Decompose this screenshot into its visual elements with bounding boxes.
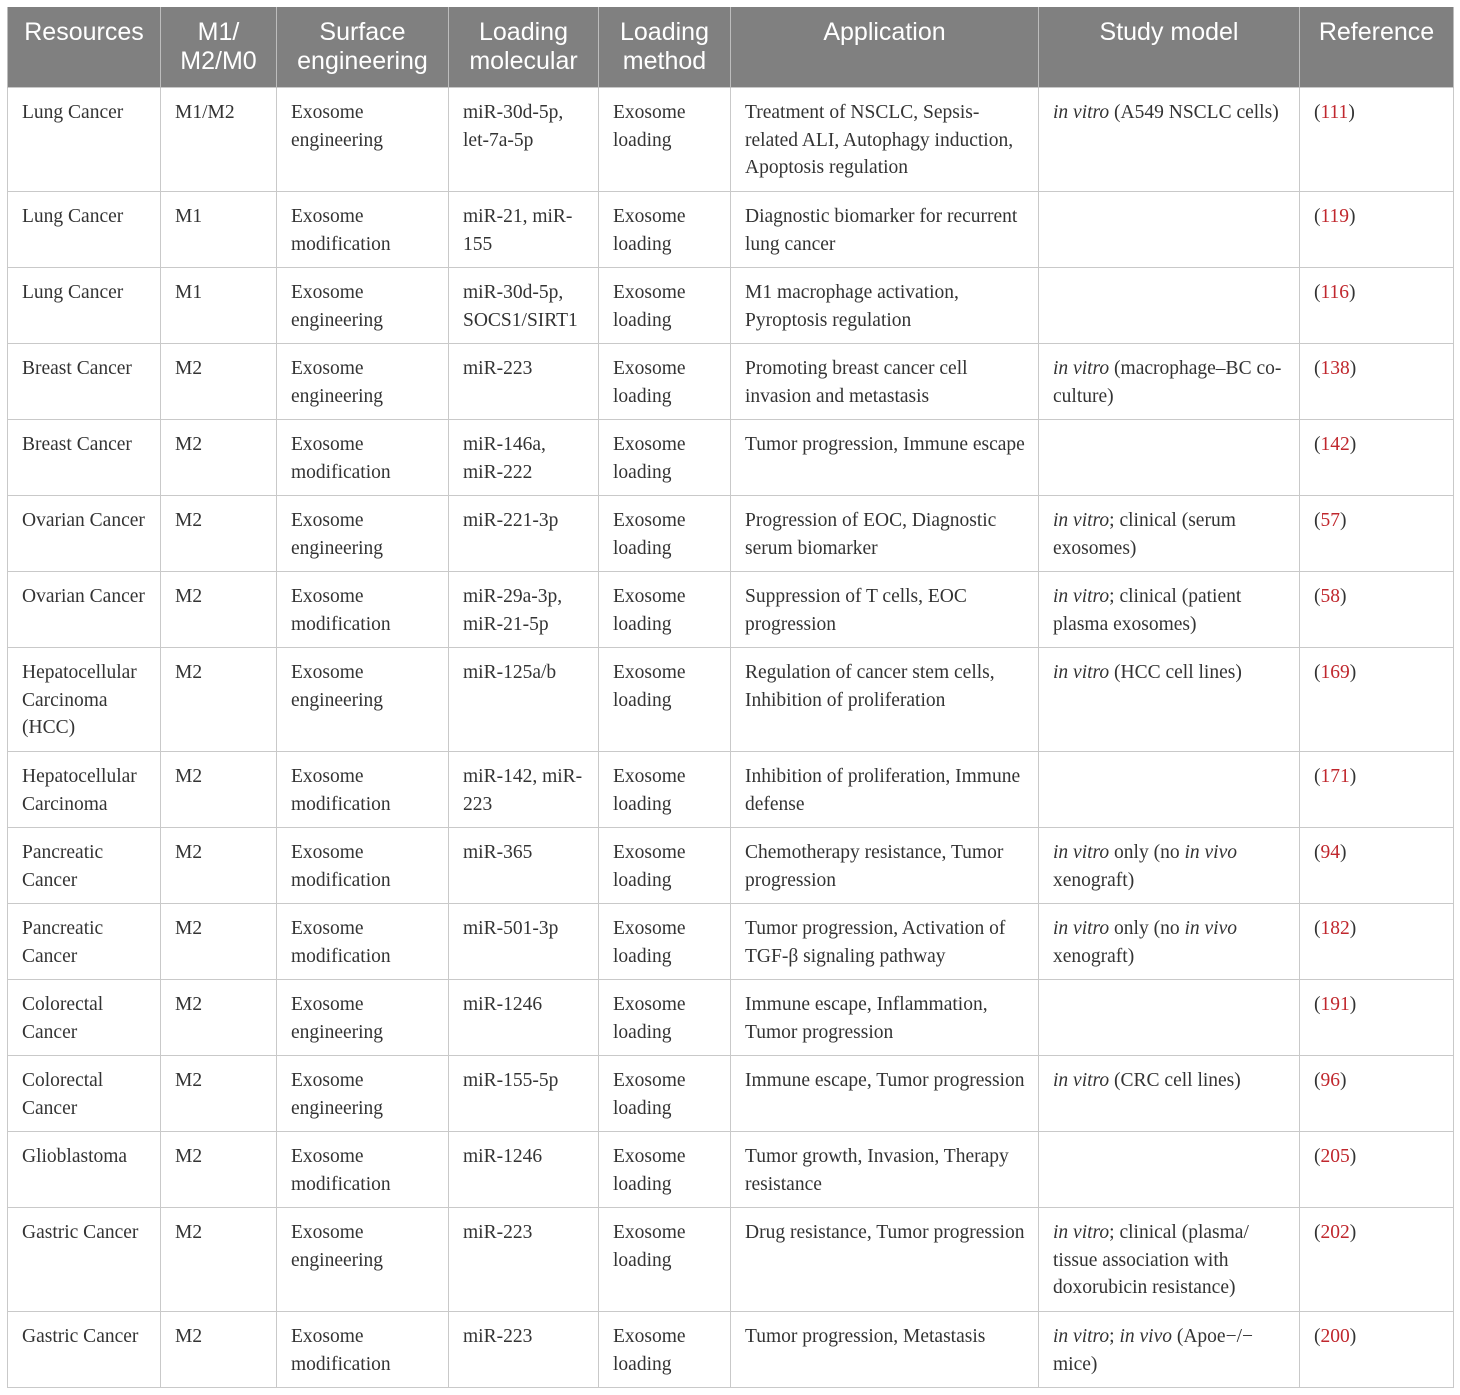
cell-macrophage-type: M2 <box>161 648 277 752</box>
cell-application: Chemotherapy resistance, Tumor progression <box>731 828 1039 904</box>
cell-loading-method: Exosome loading <box>599 1312 731 1388</box>
header-reference: Reference <box>1300 7 1454 88</box>
cell-loading-molecular: miR-30d-5p, let-7a-5p <box>449 88 599 192</box>
table-row <box>8 1132 1454 1208</box>
cell-loading-method: Exosome loading <box>599 268 731 344</box>
cell-resources: Breast Cancer <box>8 420 161 496</box>
study-model-italic-text: in vitro <box>1053 1070 1110 1091</box>
table-row <box>8 344 1454 420</box>
cell-resources: Hepatocellular Carcinoma (HCC) <box>8 648 161 752</box>
study-model-text: (macrophage–BC co-culture) <box>1053 358 1282 407</box>
reference-link[interactable]: 111 <box>1320 102 1349 123</box>
table-row <box>8 1208 1454 1312</box>
cell-application: Tumor progression, Immune escape <box>731 420 1039 496</box>
cell-application: Immune escape, Inflammation, Tumor progression <box>731 980 1039 1056</box>
table-row <box>8 420 1454 496</box>
cell-surface-engineering: Exosome engineering <box>277 648 449 752</box>
cell-loading-molecular: miR-223 <box>449 1312 599 1388</box>
study-model-italic-text: in vitro <box>1053 1222 1110 1243</box>
study-model-italic-text: in vitro <box>1053 662 1110 683</box>
cell-loading-molecular: miR-501-3p <box>449 904 599 980</box>
cell-macrophage-type: M2 <box>161 1312 277 1388</box>
study-model-text: only (no <box>1109 918 1185 939</box>
reference-link[interactable]: 119 <box>1320 206 1350 227</box>
cell-loading-method: Exosome loading <box>599 1056 731 1132</box>
cell-application: Tumor growth, Invasion, Therapy resistance <box>731 1132 1039 1208</box>
cell-loading-method: Exosome loading <box>599 496 731 572</box>
cell-study-model <box>1039 1312 1300 1388</box>
cell-loading-molecular: miR-221-3p <box>449 496 599 572</box>
cell-resources: Lung Cancer <box>8 268 161 344</box>
cell-resources: Pancreatic Cancer <box>8 904 161 980</box>
reference-link[interactable]: 142 <box>1320 434 1350 455</box>
cell-loading-molecular: miR-365 <box>449 828 599 904</box>
reference-link[interactable]: 116 <box>1320 282 1350 303</box>
cell-application: Diagnostic biomarker for recurrent lung cancer <box>731 192 1039 268</box>
cell-application: Drug resistance, Tumor progression <box>731 1208 1039 1312</box>
cell-surface-engineering: Exosome modification <box>277 572 449 648</box>
header-loading-molecular: Loading molecular <box>449 7 599 88</box>
cell-reference: (96) <box>1300 1056 1454 1132</box>
cell-reference: (191) <box>1300 980 1454 1056</box>
reference-link[interactable]: 57 <box>1320 510 1340 531</box>
reference-link[interactable]: 191 <box>1320 994 1350 1015</box>
cell-application: Promoting breast cancer cell invasion and metastasis <box>731 344 1039 420</box>
study-model-italic-text: in vitro <box>1053 586 1110 607</box>
table-row <box>8 828 1454 904</box>
cell-study-model <box>1039 344 1300 420</box>
cell-study-model <box>1039 268 1300 344</box>
cell-reference: (205) <box>1300 1132 1454 1208</box>
cell-reference: (202) <box>1300 1208 1454 1312</box>
reference-link[interactable]: 94 <box>1320 842 1340 863</box>
exosome-table <box>7 7 1454 1388</box>
study-model-text: xenograft) <box>1053 945 1135 967</box>
study-model-text: xenograft) <box>1053 869 1135 891</box>
reference-link[interactable]: 200 <box>1320 1326 1350 1347</box>
cell-loading-method: Exosome loading <box>599 420 731 496</box>
study-model-italic-text: in vitro <box>1053 510 1110 531</box>
table-row <box>8 1056 1454 1132</box>
header-resources: Resources <box>8 7 161 88</box>
cell-study-model <box>1039 572 1300 648</box>
table-row <box>8 648 1454 752</box>
table-row <box>8 88 1454 192</box>
cell-reference: (58) <box>1300 572 1454 648</box>
cell-study-model <box>1039 420 1300 496</box>
cell-study-model <box>1039 980 1300 1056</box>
cell-resources: Lung Cancer <box>8 192 161 268</box>
cell-macrophage-type: M2 <box>161 904 277 980</box>
cell-study-model <box>1039 192 1300 268</box>
study-model-italic-text: in vitro <box>1053 102 1110 123</box>
cell-surface-engineering: Exosome modification <box>277 1312 449 1388</box>
study-model-text: only (no <box>1109 842 1185 863</box>
study-model-text: (Apoe−/− mice) <box>1053 1326 1254 1375</box>
cell-surface-engineering: Exosome modification <box>277 1132 449 1208</box>
cell-loading-molecular: miR-21, miR-155 <box>449 192 599 268</box>
cell-surface-engineering: Exosome engineering <box>277 88 449 192</box>
cell-study-model <box>1039 648 1300 752</box>
cell-resources: Gastric Cancer <box>8 1312 161 1388</box>
cell-macrophage-type: M2 <box>161 344 277 420</box>
table-body <box>8 88 1454 1388</box>
reference-link[interactable]: 202 <box>1320 1222 1350 1243</box>
study-model-text: ; clinical (patient plasma exosomes) <box>1053 586 1242 635</box>
study-model-italic-text: in vitro <box>1053 918 1110 939</box>
reference-link[interactable]: 171 <box>1320 766 1350 787</box>
header-surface-engineering: Surface engineering <box>277 7 449 88</box>
cell-resources: Colorectal Cancer <box>8 980 161 1056</box>
cell-reference: (111) <box>1300 88 1454 192</box>
cell-application: Tumor progression, Metastasis <box>731 1312 1039 1388</box>
cell-loading-method: Exosome loading <box>599 752 731 828</box>
reference-link[interactable]: 182 <box>1320 918 1350 939</box>
cell-application: Inhibition of proliferation, Immune defense <box>731 752 1039 828</box>
cell-macrophage-type: M2 <box>161 1132 277 1208</box>
cell-reference: (171) <box>1300 752 1454 828</box>
study-model-italic-text: in vivo <box>1119 1326 1172 1347</box>
cell-surface-engineering: Exosome modification <box>277 904 449 980</box>
cell-resources: Hepatocellular Carcinoma <box>8 752 161 828</box>
cell-reference: (142) <box>1300 420 1454 496</box>
reference-link[interactable]: 138 <box>1320 358 1350 379</box>
cell-reference: (138) <box>1300 344 1454 420</box>
cell-study-model <box>1039 752 1300 828</box>
cell-application: Suppression of T cells, EOC progression <box>731 572 1039 648</box>
study-model-text: ; clinical (serum exosomes) <box>1053 510 1236 559</box>
cell-resources: Gastric Cancer <box>8 1208 161 1312</box>
cell-macrophage-type: M2 <box>161 572 277 648</box>
cell-loading-molecular: miR-223 <box>449 1208 599 1312</box>
cell-application: Immune escape, Tumor progression <box>731 1056 1039 1132</box>
cell-application: Progression of EOC, Diagnostic serum biomarker <box>731 496 1039 572</box>
cell-resources: Ovarian Cancer <box>8 496 161 572</box>
cell-loading-molecular: miR-125a/b <box>449 648 599 752</box>
cell-loading-molecular: miR-223 <box>449 344 599 420</box>
cell-reference: (200) <box>1300 1312 1454 1388</box>
table-header <box>8 7 1454 88</box>
header-study-model: Study model <box>1039 7 1300 88</box>
cell-reference: (182) <box>1300 904 1454 980</box>
reference-link[interactable]: 169 <box>1320 662 1350 683</box>
cell-macrophage-type: M2 <box>161 496 277 572</box>
cell-reference: (169) <box>1300 648 1454 752</box>
study-model-text: (HCC cell lines) <box>1109 662 1242 683</box>
cell-loading-method: Exosome loading <box>599 828 731 904</box>
cell-surface-engineering: Exosome engineering <box>277 980 449 1056</box>
cell-application: Regulation of cancer stem cells, Inhibition of proliferation <box>731 648 1039 752</box>
study-model-text: (CRC cell lines) <box>1109 1070 1241 1091</box>
cell-loading-method: Exosome loading <box>599 648 731 752</box>
cell-loading-molecular: miR-1246 <box>449 1132 599 1208</box>
cell-loading-method: Exosome loading <box>599 980 731 1056</box>
cell-surface-engineering: Exosome engineering <box>277 496 449 572</box>
study-model-italic-text: in vitro <box>1053 842 1110 863</box>
cell-resources: Pancreatic Cancer <box>8 828 161 904</box>
cell-study-model <box>1039 904 1300 980</box>
cell-resources: Breast Cancer <box>8 344 161 420</box>
cell-loading-molecular: miR-146a, miR-222 <box>449 420 599 496</box>
cell-macrophage-type: M1 <box>161 192 277 268</box>
cell-study-model <box>1039 496 1300 572</box>
cell-study-model <box>1039 1132 1300 1208</box>
cell-surface-engineering: Exosome engineering <box>277 344 449 420</box>
cell-surface-engineering: Exosome modification <box>277 192 449 268</box>
table-row <box>8 904 1454 980</box>
data-table-container <box>7 7 1453 1388</box>
cell-resources: Ovarian Cancer <box>8 572 161 648</box>
study-model-text: ; <box>1109 1326 1120 1347</box>
cell-macrophage-type: M2 <box>161 1056 277 1132</box>
cell-application: Treatment of NSCLC, Sepsis-related ALI, Autophagy induction, Apoptosis regulation <box>731 88 1039 192</box>
cell-study-model <box>1039 1208 1300 1312</box>
cell-resources: Lung Cancer <box>8 88 161 192</box>
table-row <box>8 980 1454 1056</box>
reference-link[interactable]: 96 <box>1320 1070 1340 1091</box>
table-row <box>8 572 1454 648</box>
cell-macrophage-type: M2 <box>161 980 277 1056</box>
cell-loading-molecular: miR-142, miR-223 <box>449 752 599 828</box>
cell-macrophage-type: M2 <box>161 420 277 496</box>
cell-loading-method: Exosome loading <box>599 1132 731 1208</box>
cell-resources: Glioblastoma <box>8 1132 161 1208</box>
cell-loading-method: Exosome loading <box>599 904 731 980</box>
cell-macrophage-type: M2 <box>161 752 277 828</box>
cell-study-model <box>1039 828 1300 904</box>
cell-loading-molecular: miR-30d-5p, SOCS1/SIRT1 <box>449 268 599 344</box>
cell-surface-engineering: Exosome engineering <box>277 268 449 344</box>
cell-loading-method: Exosome loading <box>599 344 731 420</box>
cell-surface-engineering: Exosome engineering <box>277 1056 449 1132</box>
table-row <box>8 268 1454 344</box>
study-model-italic-text: in vivo <box>1184 918 1237 939</box>
cell-study-model <box>1039 1056 1300 1132</box>
study-model-italic-text: in vitro <box>1053 1326 1110 1347</box>
cell-surface-engineering: Exosome engineering <box>277 1208 449 1312</box>
cell-reference: (57) <box>1300 496 1454 572</box>
header-macrophage-type: M1/ M2/M0 <box>161 7 277 88</box>
header-row <box>8 7 1454 88</box>
cell-application: M1 macrophage activation, Pyroptosis regulation <box>731 268 1039 344</box>
cell-loading-method: Exosome loading <box>599 1208 731 1312</box>
cell-study-model <box>1039 88 1300 192</box>
study-model-text: ; clinical (plasma/ tissue association with doxorubicin resistance) <box>1053 1222 1249 1299</box>
cell-loading-molecular: miR-29a-3p, miR-21-5p <box>449 572 599 648</box>
header-loading-method: Loading method <box>599 7 731 88</box>
cell-loading-molecular: miR-155-5p <box>449 1056 599 1132</box>
cell-surface-engineering: Exosome modification <box>277 828 449 904</box>
cell-resources: Colorectal Cancer <box>8 1056 161 1132</box>
cell-macrophage-type: M1 <box>161 268 277 344</box>
study-model-italic-text: in vitro <box>1053 358 1110 379</box>
reference-link[interactable]: 205 <box>1320 1146 1350 1167</box>
cell-surface-engineering: Exosome modification <box>277 752 449 828</box>
cell-loading-molecular: miR-1246 <box>449 980 599 1056</box>
cell-reference: (116) <box>1300 268 1454 344</box>
cell-macrophage-type: M1/M2 <box>161 88 277 192</box>
table-row <box>8 752 1454 828</box>
cell-loading-method: Exosome loading <box>599 572 731 648</box>
cell-loading-method: Exosome loading <box>599 88 731 192</box>
table-row <box>8 496 1454 572</box>
header-application: Application <box>731 7 1039 88</box>
study-model-text: (A549 NSCLC cells) <box>1109 102 1279 123</box>
cell-reference: (94) <box>1300 828 1454 904</box>
cell-macrophage-type: M2 <box>161 828 277 904</box>
cell-macrophage-type: M2 <box>161 1208 277 1312</box>
reference-link[interactable]: 58 <box>1320 586 1340 607</box>
table-row <box>8 192 1454 268</box>
cell-loading-method: Exosome loading <box>599 192 731 268</box>
study-model-italic-text: in vivo <box>1184 842 1237 863</box>
cell-surface-engineering: Exosome modification <box>277 420 449 496</box>
cell-application: Tumor progression, Activation of TGF-β signaling pathway <box>731 904 1039 980</box>
table-row <box>8 1312 1454 1388</box>
cell-reference: (119) <box>1300 192 1454 268</box>
